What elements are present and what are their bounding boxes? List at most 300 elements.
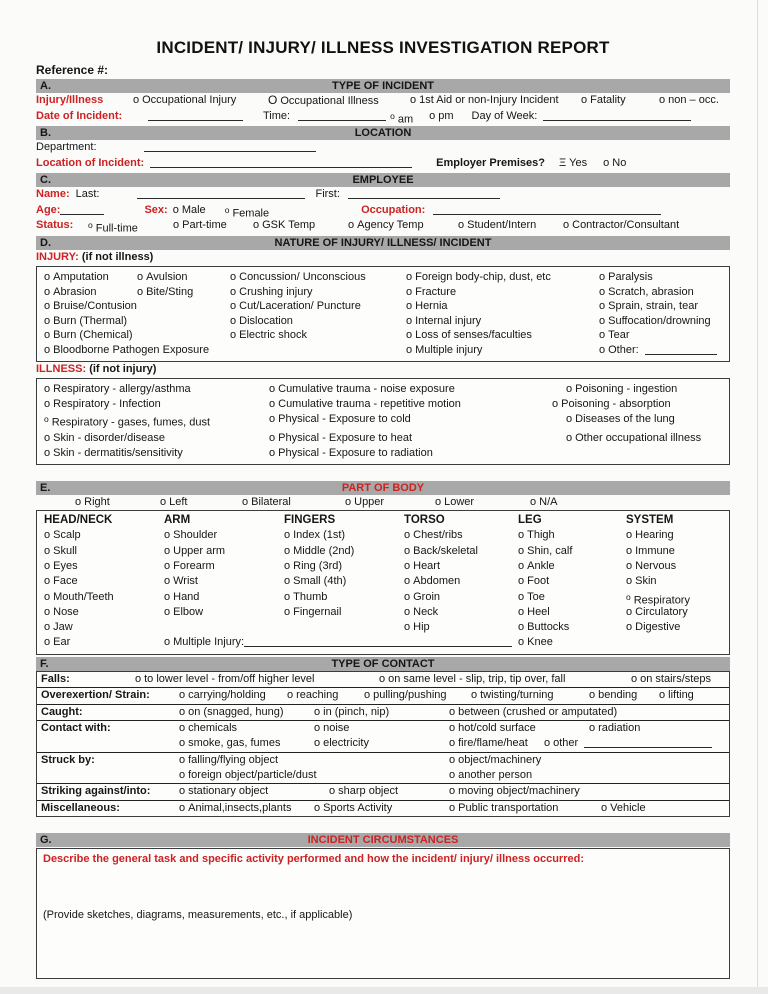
injury-heading-row [36, 250, 730, 266]
label: Internal injury [415, 314, 482, 327]
radio-smoke-gas-fumes[interactable] [179, 736, 314, 751]
sex-label: Sex: [144, 203, 168, 216]
radio-noise[interactable] [314, 721, 449, 736]
radio-suffocation[interactable] [599, 314, 722, 329]
label: Shin, calf [527, 544, 573, 557]
label: hot/cold surface [458, 721, 536, 734]
radio-stationary-object[interactable] [179, 784, 329, 799]
radio-other-occupational[interactable] [566, 431, 722, 446]
radio-icon: o [458, 219, 465, 231]
radio-middle-finger[interactable] [284, 544, 354, 559]
radio-another-person[interactable] [449, 768, 532, 783]
radio-jaw[interactable] [44, 620, 73, 635]
radio-icon: o [599, 329, 606, 342]
radio-icon: o [429, 109, 436, 122]
radio-diseases-lung[interactable] [566, 412, 722, 431]
label: non – occ. [668, 94, 719, 106]
radio-icon: o [133, 94, 140, 106]
label: Occupational Injury [142, 94, 237, 106]
radio-icon: o [631, 672, 638, 685]
radio-student-intern[interactable] [458, 218, 563, 234]
radio-toe[interactable] [518, 590, 545, 605]
label: Vehicle [610, 801, 646, 814]
label: Respiratory - allergy/asthma [53, 383, 191, 396]
column-header: LEG [518, 514, 542, 527]
striking-against-row [37, 784, 729, 800]
radio-abrasion[interactable] [44, 285, 137, 300]
radio-icon: o [44, 329, 51, 342]
radio-fire-flame-heat[interactable] [449, 736, 544, 751]
radio-gsk-temp[interactable] [253, 218, 348, 234]
radio-crushing-injury[interactable] [230, 285, 406, 300]
radio-bloodborne-pathogen[interactable] [44, 343, 406, 358]
radio-male[interactable] [173, 203, 225, 219]
radio-bilateral[interactable] [242, 495, 345, 511]
label: Suffocation/drowning [608, 314, 711, 327]
label: reaching [296, 689, 339, 702]
radio-carrying-holding[interactable] [179, 688, 287, 703]
spacer [36, 465, 730, 479]
radio-fingernail[interactable] [284, 605, 341, 620]
label: Contractor/Consultant [572, 219, 680, 231]
radio-ring-finger[interactable] [284, 559, 342, 574]
section-f-title: TYPE OF CONTACT [331, 657, 435, 670]
radio-respiratory-gases[interactable] [44, 412, 269, 431]
radio-public-transportation[interactable] [449, 801, 601, 816]
radio-icon: o [284, 590, 291, 603]
radio-scratch-abrasion[interactable] [599, 285, 722, 300]
radio-chemicals[interactable] [179, 721, 314, 736]
radio-icon: o [172, 203, 179, 216]
radio-icon: o [269, 383, 276, 396]
section-g-id: G. [40, 834, 52, 847]
radio-object-machinery[interactable] [449, 753, 541, 768]
section-a-title: TYPE OF INCIDENT [331, 80, 435, 92]
label: Right [84, 495, 110, 508]
label: Respiratory - gases, fumes, dust [51, 416, 211, 429]
radio-poisoning-ingestion[interactable] [566, 382, 722, 397]
label: Female [232, 207, 270, 219]
radio-groin[interactable] [404, 590, 440, 605]
radio-full-time[interactable] [88, 218, 173, 237]
injury-other-field[interactable] [645, 343, 717, 355]
label: Burn (Thermal) [53, 314, 128, 327]
label: Yes [569, 156, 588, 169]
label: Digestive [635, 621, 681, 634]
radio-amputation[interactable] [44, 270, 137, 285]
label: Physical - Exposure to cold [278, 413, 411, 426]
radio-icon: o [44, 343, 51, 356]
label: carrying/holding [188, 689, 266, 702]
radio-buttocks[interactable] [518, 620, 569, 635]
radio-icon: o [44, 636, 51, 649]
radio-cumulative-noise[interactable] [269, 382, 552, 397]
radio-ear[interactable] [44, 635, 70, 650]
radio-back-skeletal[interactable] [404, 544, 478, 559]
radio-na[interactable] [530, 495, 557, 511]
label: Physical - Exposure to radiation [278, 446, 433, 459]
radio-icon: o [224, 204, 230, 215]
radio-poisoning-absorption[interactable] [552, 397, 722, 412]
radio-bruise-contusion[interactable] [44, 299, 230, 314]
radio-mouth-teeth[interactable] [44, 590, 114, 605]
label: Toe [527, 590, 545, 603]
radio-am[interactable] [390, 109, 413, 128]
label: on stairs/steps [640, 672, 712, 685]
radio-icon: o [230, 314, 237, 327]
miscellaneous-row [37, 801, 729, 816]
label: Heart [413, 559, 441, 572]
radio-left[interactable] [160, 495, 242, 511]
radio-icon: o [242, 495, 249, 508]
radio-icon: o [44, 605, 51, 618]
radio-icon: o [563, 219, 570, 231]
radio-icon: o [44, 544, 51, 557]
radio-icon: o [599, 285, 606, 298]
radio-chest-ribs[interactable] [404, 528, 463, 543]
radio-icon: o [406, 271, 413, 283]
location-row [36, 156, 730, 172]
radio-icon: o [626, 559, 633, 572]
label: Lower [444, 495, 475, 508]
radio-thumb[interactable] [284, 590, 327, 605]
radio-contact-other[interactable] [544, 736, 712, 751]
radio-neck[interactable] [404, 605, 438, 620]
radio-index-finger[interactable] [284, 528, 345, 543]
time-field[interactable] [298, 109, 386, 121]
radio-twisting-turning[interactable] [471, 688, 589, 703]
name-row [36, 187, 730, 203]
radio-fall-same-level[interactable] [379, 672, 631, 687]
radio-wrist[interactable] [164, 574, 198, 589]
radio-premises-yes[interactable] [559, 156, 587, 172]
radio-icon: o [404, 529, 411, 542]
label: Left [169, 495, 188, 508]
label: stationary object [188, 785, 269, 798]
first-name-label: First: [315, 188, 340, 200]
label: between (crushed or amputated) [458, 705, 618, 718]
radio-hearing[interactable] [626, 528, 674, 543]
radio-hip[interactable] [404, 620, 430, 635]
radio-tear[interactable] [599, 328, 722, 343]
radio-thigh[interactable] [518, 528, 555, 543]
radio-electricity[interactable] [314, 736, 449, 751]
label: Fracture [415, 285, 457, 298]
radio-contractor[interactable] [563, 218, 679, 234]
spacer [36, 817, 730, 831]
radio-small-finger[interactable] [284, 574, 346, 589]
employer-premises-label: Employer Premises? [436, 156, 546, 169]
radio-non-occ[interactable] [659, 93, 719, 109]
age-field[interactable] [60, 203, 104, 215]
radio-foreign-object-particle[interactable] [179, 768, 449, 783]
label: on same level - slip, trip, tip over, fall [388, 672, 566, 685]
radio-scalp[interactable] [44, 528, 81, 543]
label: Hearing [635, 529, 674, 542]
radio-vehicle[interactable] [601, 801, 646, 816]
label: Bite/Sting [146, 285, 194, 298]
radio-knee[interactable] [518, 635, 553, 650]
department-label: Department: [36, 141, 97, 153]
radio-reaching[interactable] [287, 688, 364, 703]
radio-ankle[interactable] [518, 559, 555, 574]
radio-icon: o [164, 590, 171, 603]
radio-heel[interactable] [518, 605, 550, 620]
radio-icon: o [518, 605, 525, 618]
radio-foreign-body[interactable] [406, 270, 599, 285]
radio-fracture[interactable] [406, 285, 599, 300]
radio-icon: o [44, 271, 51, 283]
radio-bending[interactable] [589, 688, 659, 703]
radio-moving-object-machinery[interactable] [449, 784, 580, 799]
radio-forearm[interactable] [164, 559, 215, 574]
radio-premises-no[interactable] [603, 156, 626, 172]
label: Bruise/Contusion [53, 300, 137, 313]
radio-icon: o [581, 94, 588, 106]
radio-skin-disorder[interactable] [44, 431, 269, 446]
radio-icon: o [137, 271, 144, 283]
radio-digestive[interactable] [626, 620, 680, 635]
radio-occupational-injury[interactable] [133, 93, 268, 109]
striking-against-label: Striking against/into: [41, 785, 151, 798]
radio-caught-between[interactable] [449, 705, 617, 720]
radio-icon: o [314, 801, 321, 814]
radio-upper[interactable] [345, 495, 435, 511]
radio-pm[interactable] [429, 109, 453, 125]
radio-part-time[interactable] [173, 218, 253, 234]
radio-icon: o [544, 737, 551, 750]
radio-shin-calf[interactable] [518, 544, 572, 559]
radio-fatality[interactable] [581, 93, 659, 109]
radio-heart[interactable] [404, 559, 440, 574]
radio-dislocation[interactable] [230, 314, 406, 329]
radio-bite-sting[interactable] [137, 285, 230, 300]
radio-icon: o [230, 271, 237, 283]
label: Ear [53, 636, 71, 649]
department-field[interactable] [144, 140, 316, 152]
radio-immune[interactable] [626, 544, 675, 559]
radio-caught-on[interactable] [179, 705, 314, 720]
radio-hot-cold-surface[interactable] [449, 721, 589, 736]
section-c-title: EMPLOYEE [352, 174, 414, 186]
body-side-row [36, 495, 730, 511]
radio-face[interactable] [44, 574, 78, 589]
radio-paralysis[interactable] [599, 270, 722, 285]
radio-icon: o [518, 529, 525, 542]
label: Bloodborne Pathogen Exposure [53, 343, 210, 356]
radio-right[interactable] [75, 495, 160, 511]
radio-avulsion[interactable] [137, 270, 230, 285]
radio-nose[interactable] [44, 605, 79, 620]
radio-lifting[interactable] [659, 688, 694, 703]
radio-icon: o [449, 737, 456, 750]
radio-icon: o [566, 413, 573, 426]
radio-agency-temp[interactable] [348, 218, 458, 234]
last-name-field[interactable] [137, 187, 305, 199]
radio-abdomen[interactable] [404, 574, 460, 589]
label: Scratch, abrasion [608, 285, 694, 298]
occupation-field[interactable] [433, 203, 661, 215]
label: Skin - disorder/disease [53, 431, 166, 444]
radio-fall-stairs[interactable] [631, 672, 711, 687]
label: Full-time [95, 222, 138, 235]
label: Elbow [173, 605, 204, 618]
radio-occupational-illness[interactable] [268, 93, 410, 110]
radio-eyes[interactable] [44, 559, 78, 574]
label: Multiple injury [415, 343, 483, 356]
illness-label: ILLNESS: [36, 362, 87, 375]
radio-physical-cold[interactable] [269, 412, 552, 431]
radio-upper-arm[interactable] [164, 544, 225, 559]
label: Wrist [173, 575, 198, 588]
injury-illness-label: Injury/Illness [36, 94, 104, 106]
struck-by-row [37, 753, 729, 785]
contact-other-field[interactable] [584, 736, 712, 748]
radio-multiple-injury[interactable] [406, 343, 599, 358]
radio-icon: o [518, 544, 525, 557]
radio-pulling-pushing[interactable] [364, 688, 471, 703]
radio-icon: o [230, 300, 237, 313]
radio-physical-radiation[interactable] [269, 446, 552, 461]
radio-sharp-object[interactable] [329, 784, 449, 799]
radio-respiratory-infection[interactable] [44, 397, 269, 412]
label: Thumb [293, 590, 328, 603]
label: Upper [354, 495, 385, 508]
radio-icon: o [626, 529, 633, 542]
radio-circulatory[interactable] [626, 605, 688, 620]
radio-icon: o [518, 636, 525, 649]
radio-sports-activity[interactable] [314, 801, 449, 816]
radio-burn-chemical[interactable] [44, 328, 230, 343]
radio-loss-of-senses[interactable] [406, 328, 599, 343]
label: pm [438, 109, 454, 122]
radio-lower[interactable] [435, 495, 530, 511]
radio-icon: o [390, 110, 395, 121]
radio-icon: o [626, 591, 631, 602]
label: Abdomen [413, 575, 461, 588]
radio-icon: o [230, 285, 237, 298]
section-g-bar [36, 833, 730, 847]
radio-icon: o [44, 590, 51, 603]
radio-skin-dermatitis[interactable] [44, 446, 269, 461]
radio-icon: o [284, 559, 291, 572]
section-e-bar [36, 481, 730, 495]
age-label: Age: [36, 203, 61, 216]
column-header: FINGERS [284, 514, 336, 527]
status-row [36, 218, 730, 234]
radio-icon: o [253, 219, 260, 231]
radio-icon: o [410, 94, 417, 106]
radio-cumulative-repetitive[interactable] [269, 397, 552, 412]
radio-nervous[interactable] [626, 559, 676, 574]
radio-icon: o [44, 559, 51, 572]
radio-animal-insects-plants[interactable] [179, 801, 314, 816]
radio-icon: o [179, 721, 186, 734]
radio-icon: o [164, 529, 171, 542]
injury-options-box [36, 266, 730, 362]
label: 1st Aid or non-Injury Incident [419, 94, 559, 106]
label: Small (4th) [293, 575, 347, 588]
spacer [552, 446, 722, 461]
label: Foot [527, 575, 550, 588]
radio-icon: o [404, 544, 411, 557]
label: Electric shock [239, 329, 307, 342]
radio-caught-in[interactable] [314, 705, 449, 720]
radio-physical-heat[interactable] [269, 431, 552, 446]
radio-injury-other[interactable] [599, 343, 722, 358]
radio-icon: o [530, 495, 537, 508]
column-header: HEAD/NECK [44, 514, 113, 527]
radio-icon: o [404, 590, 411, 603]
label: foreign object/particle/dust [188, 769, 317, 782]
radio-fall-lower-level[interactable] [135, 672, 379, 687]
radio-icon: o [314, 705, 321, 718]
radio-icon: o [164, 605, 171, 618]
struck-by-label: Struck by: [41, 753, 95, 766]
radio-cut-laceration[interactable] [230, 299, 406, 314]
radio-first-aid[interactable] [410, 93, 581, 109]
date-of-incident-field[interactable] [148, 109, 243, 121]
radio-icon: o [566, 431, 573, 444]
label: Animal,insects,plants [188, 801, 292, 814]
radio-icon: o [230, 329, 237, 342]
radio-respiratory-allergy[interactable] [44, 382, 269, 397]
time-label: Time: [263, 109, 291, 122]
radio-hernia[interactable] [406, 299, 599, 314]
radio-skin-system[interactable] [626, 574, 657, 589]
radio-electric-shock[interactable] [230, 328, 406, 343]
label: Ring (3rd) [293, 559, 343, 572]
label: other [553, 737, 579, 750]
radio-icon: o [626, 621, 633, 634]
label: Face [53, 575, 78, 588]
radio-icon: o [164, 575, 171, 588]
label: Avulsion [146, 271, 188, 283]
falls-row [37, 672, 729, 688]
radio-radiation[interactable] [589, 721, 640, 736]
section-g-title: INCIDENT CIRCUMSTANCES [307, 834, 459, 847]
radio-falling-flying-object[interactable] [179, 753, 449, 768]
radio-icon: o [284, 605, 291, 618]
radio-concussion[interactable] [230, 270, 406, 285]
incident-description-box[interactable] [36, 848, 730, 979]
radio-shoulder[interactable] [164, 528, 217, 543]
radio-icon: o [179, 737, 186, 750]
radio-elbow[interactable] [164, 605, 203, 620]
radio-skull[interactable] [44, 544, 77, 559]
day-of-week-field[interactable] [543, 109, 691, 121]
section-d-bar [36, 236, 730, 250]
type-of-contact-table [36, 671, 730, 818]
radio-icon: o [599, 300, 606, 313]
part-of-body-box [36, 510, 730, 655]
radio-sprain-strain[interactable] [599, 299, 722, 314]
radio-hand[interactable] [164, 590, 199, 605]
investigation-form [36, 0, 730, 979]
first-name-field[interactable] [348, 187, 500, 199]
radio-foot[interactable] [518, 574, 549, 589]
location-of-incident-field[interactable] [150, 156, 412, 168]
radio-icon: o [269, 398, 276, 411]
radio-internal-injury[interactable] [406, 314, 599, 329]
label: Foreign body-chip, dust, etc [415, 271, 551, 283]
radio-icon: o [626, 605, 633, 618]
radio-burn-thermal[interactable] [44, 314, 230, 329]
label: Middle (2nd) [293, 544, 355, 557]
radio-icon: o [164, 636, 171, 649]
label: Cumulative trauma - noise exposure [278, 383, 455, 396]
radio-icon: o [160, 495, 167, 508]
